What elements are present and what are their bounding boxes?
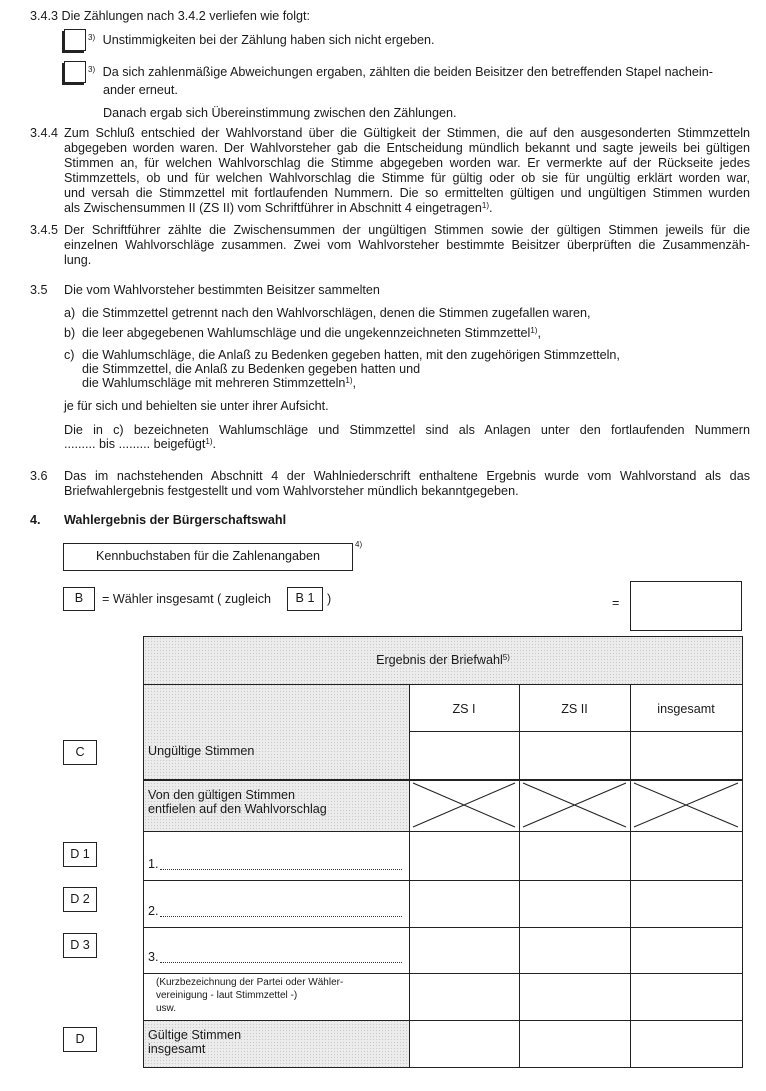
text: die Wahlumschläge mit mehreren Stimmzetteln [82,376,346,390]
row-divider [144,1020,742,1021]
section-number: 3.4.3 [30,9,59,23]
row-label-d1: 1. [148,857,159,871]
code-b1: B 1 [295,591,315,605]
para-3-5-anlagen-line1: Die in c) bezeichneten Wahlumschläge und Stimmzettel sind als Anlagen unter den fortlaufenden Nummern [64,423,750,437]
code-d: D [75,1032,85,1046]
option-no-discrepancy [88,33,434,48]
para-3-4-4-line2: abgegeben worden waren. Der Wahlvorsteher gab die Entscheidung mündlich bekannt und sagte jeweils bei gültigen [64,141,750,155]
text-end: , [352,376,357,390]
section-number-3-6: 3.6 [30,469,48,483]
code-c: C [75,745,85,759]
col-header-zs2: ZS II [561,702,588,716]
text: ......... bis ......... beigefügt [64,437,206,451]
col-divider [519,684,520,1067]
list-marker-b: b) [64,326,76,340]
list-marker-c: c) [64,348,75,362]
para-3-5-anlagen-line2 [64,437,216,452]
para-3-4-4-line6 [64,201,493,216]
equals-sign: = [612,596,620,610]
fill-line-d3[interactable] [160,962,402,963]
option-recount-line2: ander erneut. [103,83,178,97]
para-3-5-after: je für sich und behielten sie unter ihrer Aufsicht. [64,399,329,413]
kennbuchstaben-label: Kennbuchstaben für die Zahlenangaben [95,549,321,563]
para-3-6-line2: Briefwahlergebnis festgestellt und vom Wahlvorsteher mündlich bekanntgegeben. [64,484,519,498]
result-table [143,636,743,1068]
para-3-6-line1: Das im nachstehenden Abschnitt 4 der Wahlniederschrift enthaltene Ergebnis wurde vom Wahlvorstand als das [64,469,750,483]
option-recount [88,65,713,80]
list-item-c-line2: die Stimmzettel, die Anlaß zu Bedenken gegeben hatten und [82,362,421,376]
voters-total-input[interactable] [630,581,742,631]
para-3-5-intro: Die vom Wahlvorsteher bestimmten Beisitzer sammelten [64,283,380,297]
row-divider [144,684,742,685]
list-marker-a: a) [64,306,76,320]
para-3-4-4-line5: und versah die Stimmzettel mit fortlaufenden Nummern. Die so ermittelten gültigen und ungültigen Stimmen wurden [64,186,750,200]
row-label-invalid: Ungültige Stimmen [148,744,255,758]
col-header-zs1: ZS I [452,702,476,716]
footnote-ref: 1) [481,201,489,210]
crossed-cells [409,779,742,831]
row-divider [144,880,742,881]
row-label-valid-total-line2: insgesamt [148,1042,206,1056]
text: als Zwischensummen II (ZS II) vom Schriftführer in Abschnitt 4 eingetragen [64,201,482,215]
footnote-ref: 1) [530,326,538,335]
checkbox-recount[interactable] [64,61,86,83]
code-d2: D 2 [70,892,90,906]
para-3-4-4-line1: Zum Schluß entschied der Wahlvorstand über die Gültigkeit der Stimmen, die auf den ausgesonderten Stimmzetteln [64,126,750,140]
footnote-ref: 3) [88,65,96,74]
section-number-3-5: 3.5 [30,283,48,297]
row-label-d3: 3. [148,950,159,964]
text: die leer abgegebenen Wahlumschläge und die ungekennzeichneten Stimmzettel [82,326,531,340]
table-header [144,653,742,668]
para-3-4-4-line3: Stimmen an, für welchen Wahlvorschlag die Stimme abgegeben worden war. Er vermerkte auf der Rückseite jedes [64,156,750,170]
row-label-valid-line1: Von den gültigen Stimmen [148,788,296,802]
section-3-4-3 [30,9,310,24]
para-3-4-4-line4: Stimmzettels, ob und für welchen Wahlvorschlag die Stimme für gültig oder ob sie für ungültig erklärt worden war, [64,171,750,185]
footnote-ref: 4) [355,540,363,549]
text-end: , [537,326,541,340]
section-text: Die Zählungen nach 3.4.2 verliefen wie folgt: [61,9,311,23]
option-recount-line3: Danach ergab sich Übereinstimmung zwischen den Zählungen. [103,106,457,120]
row-divider [144,831,742,832]
table-header-text: Ergebnis der Briefwahl [376,653,503,667]
col-header-total: insgesamt [657,702,715,716]
row-divider [409,731,742,732]
checkbox-no-discrepancy[interactable] [64,29,86,51]
text-end: . [489,201,493,215]
section-number-3-4-5: 3.4.5 [30,223,59,237]
row-label-valid-total-line1: Gültige Stimmen [148,1028,242,1042]
voters-total-label: = Wähler insgesamt ( zugleich [102,592,272,606]
row-label-valid-line2: entfielen auf den Wahlvorschlag [148,802,327,816]
list-item-c-line1: die Wahlumschläge, die Anlaß zu Bedenken gegeben hatten, mit den zugehörigen Stimmzetteln, [82,348,620,362]
row-divider [144,927,742,928]
note-line2: vereinigung - laut Stimmzettel -) [156,990,298,1001]
text-end: . [212,437,217,451]
footnote-ref: 1) [345,376,353,385]
footnote-ref: 3) [88,33,96,42]
note-line1: (Kurzbezeichnung der Partei oder Wähler- [156,977,344,988]
note-line3: usw. [156,1003,177,1014]
para-3-4-5-line2: einzelnen Wahlvorschläge zusammen. Zwei vom Wahlvorsteher bestimmte Beisitzer überprüften die Zusammenzäh- [64,238,750,252]
code-d3: D 3 [70,938,90,952]
label-shade-c [144,684,409,779]
para-3-4-5-line1: Der Schriftführer zählte die Zwischensummen der ungültigen Stimmen sowie der gültigen Stimmen jeweils für die [64,223,750,237]
section-number-3-4-4: 3.4.4 [30,126,59,140]
voters-total-close: ) [327,592,332,606]
option-text: Unstimmigkeiten bei der Zählung haben sich nicht ergeben. [102,33,435,47]
code-b: B [74,591,84,605]
option-text: Da sich zahlenmäßige Abweichungen ergaben, zählten die beiden Beisitzer den betreffenden Stapel nachein- [102,65,713,79]
fill-line-d2[interactable] [160,916,402,917]
footnote-ref: 1) [205,437,213,446]
section-4-title: Wahlergebnis der Bürgerschaftswahl [64,513,287,527]
list-item-b [82,326,541,341]
section-number-4: 4. [30,513,41,527]
list-item-c-line3 [82,376,356,391]
col-divider [409,684,410,1067]
footnote-ref: 5) [502,653,510,662]
code-d1: D 1 [70,847,90,861]
row-divider [144,973,742,974]
para-3-4-5-line3: lung. [64,253,92,267]
row-label-d2: 2. [148,904,159,918]
list-item-a: die Stimmzettel getrennt nach den Wahlvorschlägen, denen die Stimmen zugefallen waren, [82,306,591,320]
fill-line-d1[interactable] [160,869,402,870]
kennbuchstaben-footnote [355,540,362,555]
col-divider [630,684,631,1067]
